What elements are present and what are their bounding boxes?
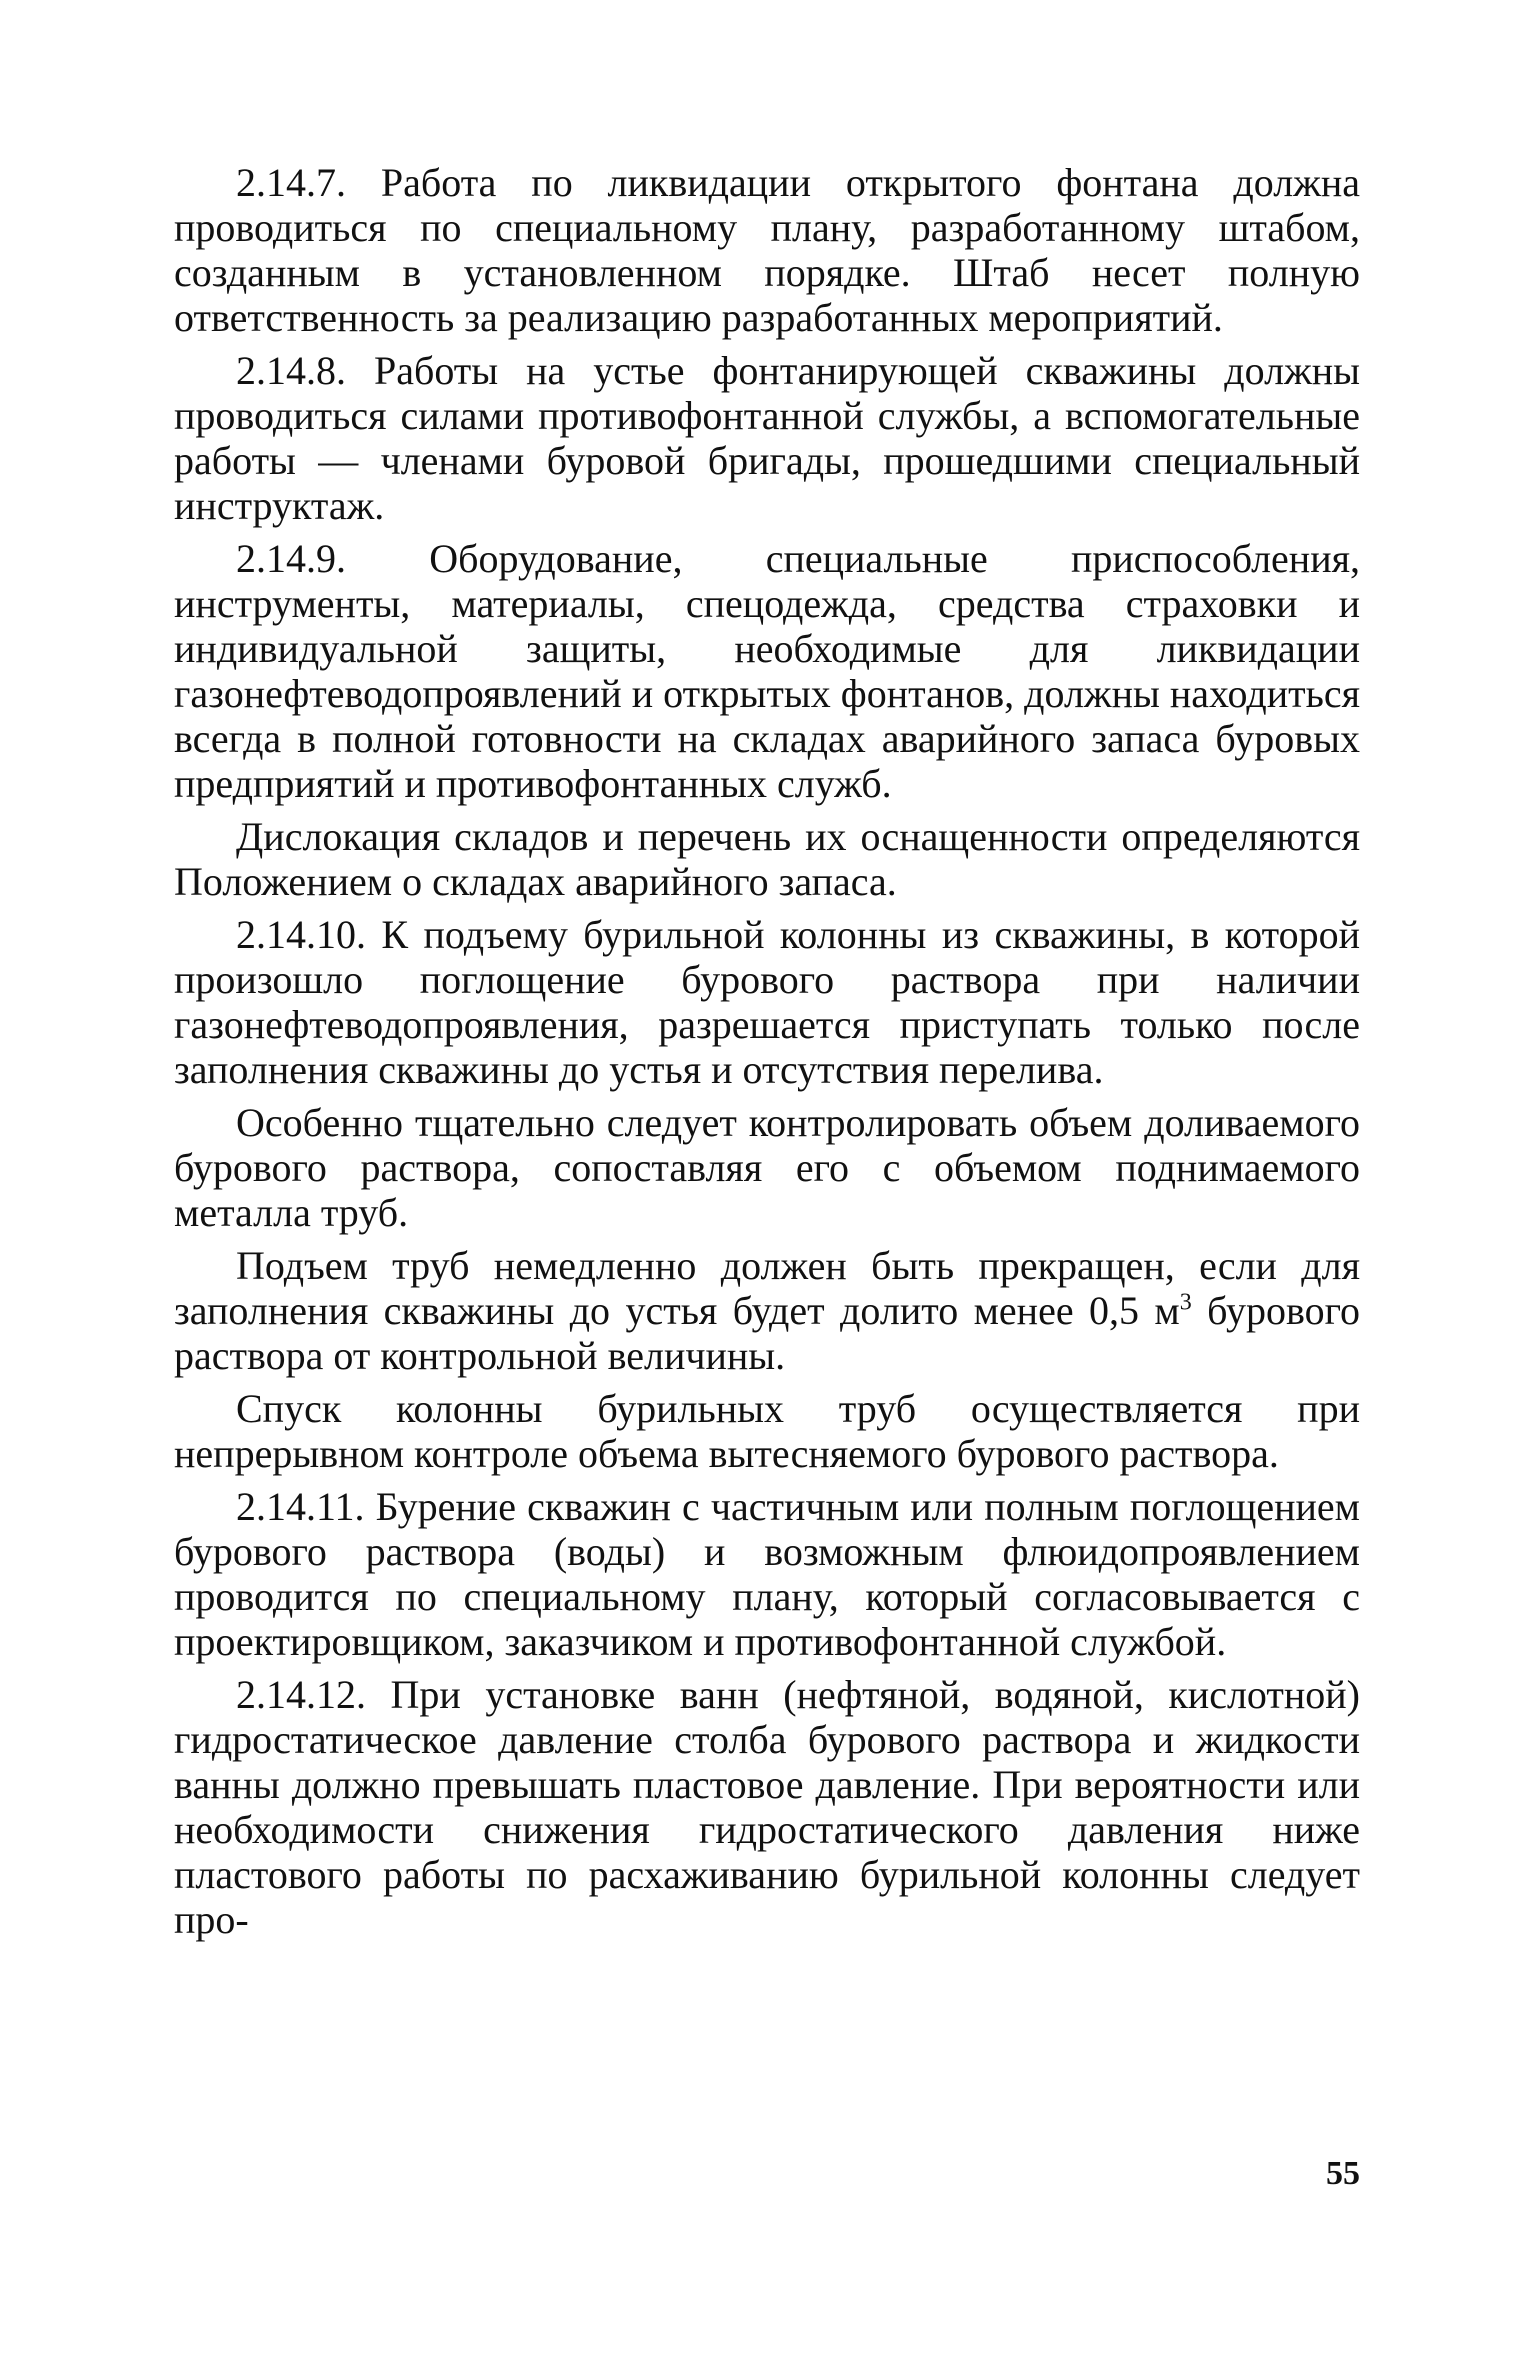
pipe-lifting-text-end: бурового раствора от контрольной величины. [174,1288,1360,1378]
paragraph-dislocation: Дислокация складов и перечень их оснащенности определяются Положением о складах аварийного запаса. [174,814,1360,904]
body-text [174,160,1360,1950]
paragraph-2-14-10: 2.14.10. К подъему бурильной колонны из скважины, в которой произошло поглощение бурового раствора при наличии газонефтеводопроявления, разрешается приступать только после заполнения скважины до устья и отсутствия перелива. [174,912,1360,1092]
paragraph-lowering: Спуск колонны бурильных труб осуществляется при непрерывном контроле объема вытесняемого бурового раствора. [174,1386,1360,1476]
paragraph-2-14-12: 2.14.12. При установке ванн (нефтяной, водяной, кислотной) гидростатическое давление столба бурового раствора и жидкости ванны должно превышать пластовое давление. При вероятности или необходимости снижения гидростатического давления ниже пластового работы по расхаживанию бурильной колонны следует про- [174,1672,1360,1942]
paragraph-2-14-9: 2.14.9. Оборудование, специальные приспособления, инструменты, материалы, спецодежда, средства страховки и индивидуальной защиты, необходимые для ликвидации газонефтеводопроявлений и открытых фонтанов, должны находиться всегда в полной готовности на складах аварийного запаса буровых предприятий и противофонтанных служб. [174,536,1360,806]
page-number: 55 [1326,2155,1360,2192]
paragraph-2-14-8: 2.14.8. Работы на устье фонтанирующей скважины должны проводиться силами противофонтанной службы, а вспомогательные работы — членами буровой бригады, прошедшими специальный инструктаж. [174,348,1360,528]
paragraph-pipe-lifting [174,1243,1360,1378]
paragraph-2-14-7: 2.14.7. Работа по ликвидации открытого фонтана должна проводиться по специальному плану, разработанному штабом, созданным в установленном порядке. Штаб несет полную ответственность за реализацию разработанных мероприятий. [174,160,1360,340]
pipe-lifting-text-start: Подъем труб немедленно должен быть прекращен, если для заполнения скважины до устья будет долито менее 0,5 м [174,1243,1360,1333]
cubic-superscript: 3 [1179,1289,1192,1316]
paragraph-2-14-11: 2.14.11. Бурение скважин с частичным или полным поглощением бурового раствора (воды) и возможным флюидопроявлением проводится по специальному плану, который согласовывается с проектировщиком, заказчиком и противофонтанной службой. [174,1484,1360,1664]
paragraph-volume-control: Особенно тщательно следует контролировать объем доливаемого бурового раствора, сопоставляя его с объемом поднимаемого металла труб. [174,1100,1360,1235]
